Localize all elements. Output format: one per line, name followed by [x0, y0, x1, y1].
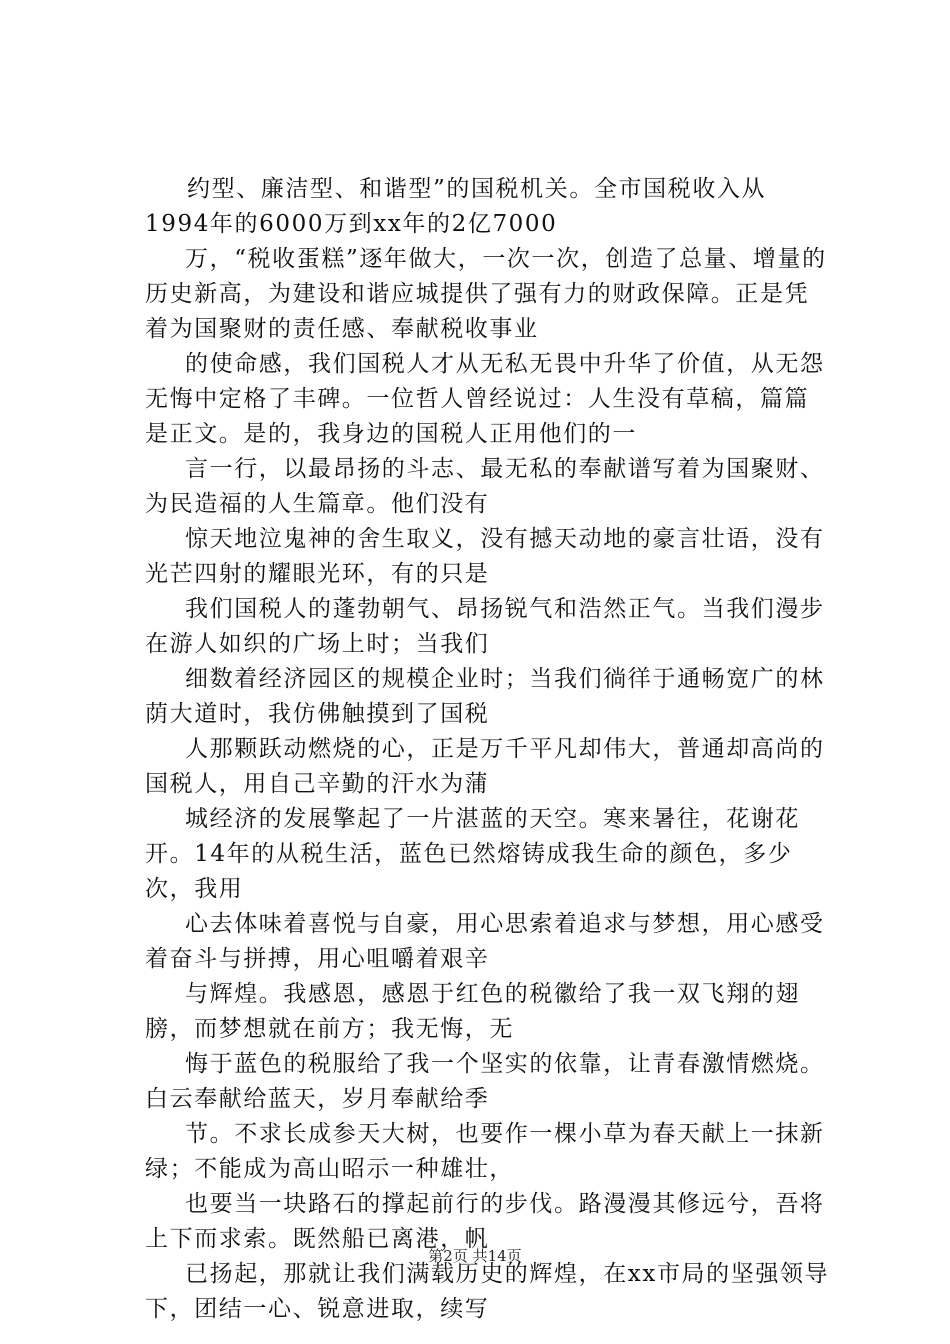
paragraph-5: 惊天地泣鬼神的舍生取义，没有撼天动地的豪言壮语，没有光芒四射的耀眼光环，有的只是	[145, 526, 825, 587]
paragraph-7: 细数着经济园区的规模企业时；当我们徜徉于通畅宽广的林荫大道时，我仿佛触摸到了国税	[145, 666, 825, 727]
paragraph-3: 的使命感，我们国税人才从无私无畏中升华了价值，从无怨无悔中定格了丰碑。一位哲人曾经说过：人生没有草稿，篇篇是正文。是的，我身边的国税人正用他们的一	[145, 351, 825, 447]
paragraph-15: 已扬起，那就让我们满载历史的辉煌，在xx市局的坚强领导下，团结一心、锐意进取，续写	[145, 1261, 830, 1322]
page-number-footer: 第2页 共14页	[428, 1247, 522, 1265]
paragraph-8: 人那颗跃动燃烧的心，正是万千平凡却伟大，普通却高尚的国税人，用自己辛勤的汗水为蒲	[145, 736, 825, 797]
paragraph-13: 节。不求长成参天大树，也要作一棵小草为春天献上一抹新绿；不能成为高山昭示一种雄壮，	[145, 1121, 825, 1182]
paragraph-1: 约型、廉洁型、和谐型”的国税机关。全市国税收入从1994年的6000万到xx年的2亿7000	[145, 176, 767, 237]
paragraph-11: 与辉煌。我感恩，感恩于红色的税徽给了我一双飞翔的翅膀，而梦想就在前方；我无悔，无	[145, 981, 800, 1042]
paragraph-4: 言一行，以最昂扬的斗志、最无私的奉献谱写着为国聚财、为民造福的人生篇章。他们没有	[145, 456, 825, 517]
paragraph-2: 万，“税收蛋糕”逐年做大，一次一次，创造了总量、增量的历史新高，为建设和谐应城提供了强有力的财政保障。正是凭着为国聚财的责任感、奉献税收事业	[145, 246, 827, 342]
paragraph-9: 城经济的发展擎起了一片湛蓝的天空。寒来暑往，花谢花开。14年的从税生活，蓝色已然熔铸成我生命的颜色，多少次，我用	[145, 806, 800, 902]
paragraph-10: 心去体味着喜悦与自豪，用心思索着追求与梦想，用心感受着奋斗与拼搏，用心咀嚼着艰辛	[145, 911, 825, 972]
document-body	[0, 172, 950, 1327]
paragraph-14: 也要当一块路石的撑起前行的步伐。路漫漫其修远兮，吾将上下而求索。既然船已离港，帆	[145, 1191, 825, 1252]
paragraph-6: 我们国税人的蓬勃朝气、昂扬锐气和浩然正气。当我们漫步在游人如织的广场上时；当我们	[145, 596, 825, 657]
paragraph-12: 悔于蓝色的税服给了我一个坚实的依靠，让青春激情燃烧。白云奉献给蓝天，岁月奉献给季	[145, 1051, 825, 1112]
